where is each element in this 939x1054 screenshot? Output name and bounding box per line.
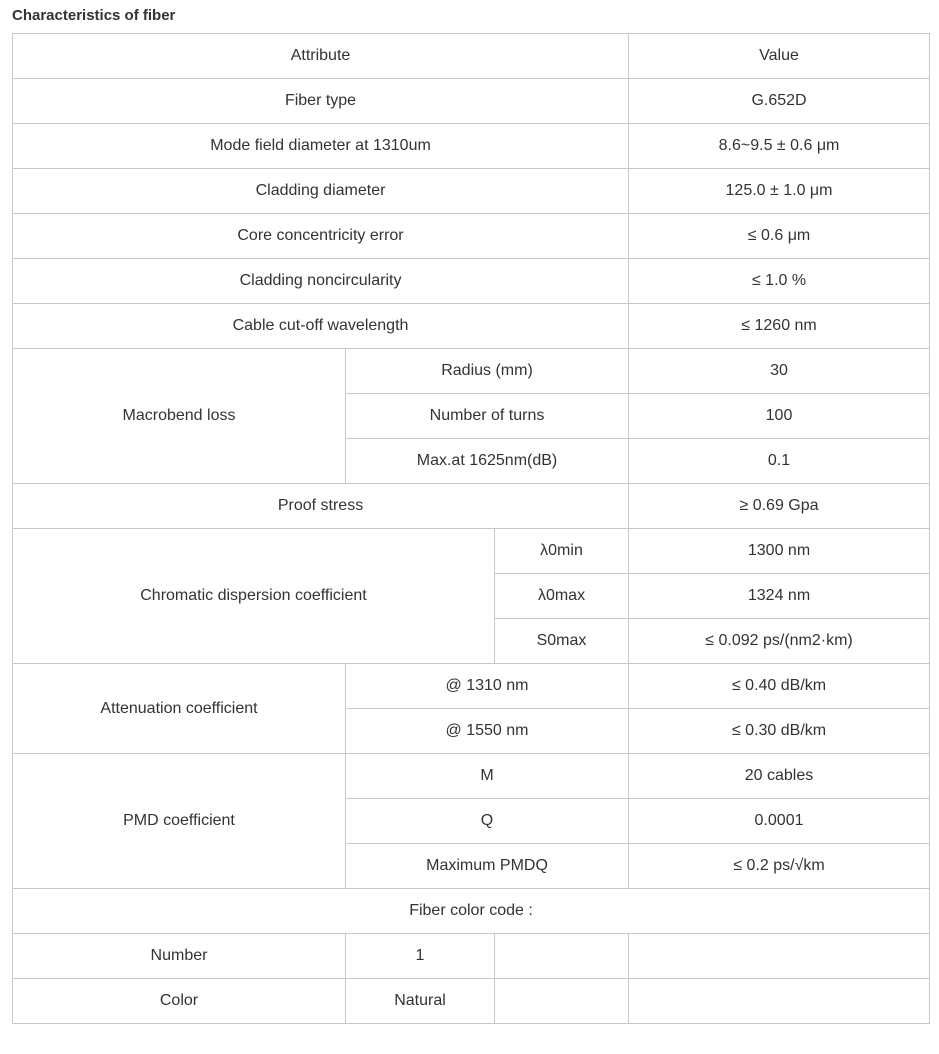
table-row-mode-field	[13, 124, 930, 169]
table-row-cable-cutoff	[13, 304, 930, 349]
page-title: Characteristics of fiber	[12, 7, 176, 24]
header-value: Value	[629, 34, 930, 79]
cladding-diameter-value: 125.0 ± 1.0 μm	[629, 169, 930, 214]
macrobend-label: Macrobend loss	[13, 349, 346, 484]
table-row-macrobend	[13, 349, 930, 394]
table-row-color-name	[13, 979, 930, 1024]
color-number-value: 1	[346, 934, 495, 979]
chromatic-lambda-max-value: 1324 nm	[629, 574, 930, 619]
table-row-color-number	[13, 934, 930, 979]
proof-stress-value: ≥ 0.69 Gpa	[629, 484, 930, 529]
chromatic-label: Chromatic dispersion coefficient	[13, 529, 495, 664]
pmd-q-label: Q	[346, 799, 629, 844]
fiber-type-value: G.652D	[629, 79, 930, 124]
macrobend-max-value: 0.1	[629, 439, 930, 484]
chromatic-lambda-max-label: λ0max	[495, 574, 629, 619]
table-row-proof-stress	[13, 484, 930, 529]
empty-cell	[495, 979, 629, 1024]
table-row-cladding-diameter	[13, 169, 930, 214]
table-row-pmd	[13, 754, 930, 799]
chromatic-s0max-label: S0max	[495, 619, 629, 664]
chromatic-s0max-value: ≤ 0.092 ps/(nm2·km)	[629, 619, 930, 664]
table-row-chromatic	[13, 529, 930, 574]
mode-field-value: 8.6~9.5 ± 0.6 μm	[629, 124, 930, 169]
pmd-max-value: ≤ 0.2 ps/√km	[629, 844, 930, 889]
pmd-max-label: Maximum PMDQ	[346, 844, 629, 889]
fiber-type-label: Fiber type	[13, 79, 629, 124]
color-code-heading: Fiber color code :	[13, 889, 930, 934]
pmd-q-value: 0.0001	[629, 799, 930, 844]
table-row-core-concentricity	[13, 214, 930, 259]
table-row-color-code-heading	[13, 889, 930, 934]
mode-field-label: Mode field diameter at 1310um	[13, 124, 629, 169]
pmd-m-value: 20 cables	[629, 754, 930, 799]
chromatic-lambda-min-label: λ0min	[495, 529, 629, 574]
table-row-attenuation	[13, 664, 930, 709]
pmd-label: PMD coefficient	[13, 754, 346, 889]
pmd-m-label: M	[346, 754, 629, 799]
attenuation-label: Attenuation coefficient	[13, 664, 346, 754]
cladding-noncircularity-value: ≤ 1.0 %	[629, 259, 930, 304]
attenuation-1310-label: @ 1310 nm	[346, 664, 629, 709]
fiber-characteristics-table	[12, 33, 930, 1024]
attenuation-1550-value: ≤ 0.30 dB/km	[629, 709, 930, 754]
cladding-noncircularity-label: Cladding noncircularity	[13, 259, 629, 304]
cable-cutoff-value: ≤ 1260 nm	[629, 304, 930, 349]
color-name-label: Color	[13, 979, 346, 1024]
table-row-cladding-noncircularity	[13, 259, 930, 304]
chromatic-lambda-min-value: 1300 nm	[629, 529, 930, 574]
macrobend-max-label: Max.at 1625nm(dB)	[346, 439, 629, 484]
macrobend-turns-label: Number of turns	[346, 394, 629, 439]
color-name-value: Natural	[346, 979, 495, 1024]
core-concentricity-label: Core concentricity error	[13, 214, 629, 259]
table-row-fiber-type	[13, 79, 930, 124]
macrobend-turns-value: 100	[629, 394, 930, 439]
proof-stress-label: Proof stress	[13, 484, 629, 529]
attenuation-1310-value: ≤ 0.40 dB/km	[629, 664, 930, 709]
empty-cell	[495, 934, 629, 979]
color-number-label: Number	[13, 934, 346, 979]
core-concentricity-value: ≤ 0.6 μm	[629, 214, 930, 259]
attenuation-1550-label: @ 1550 nm	[346, 709, 629, 754]
cladding-diameter-label: Cladding diameter	[13, 169, 629, 214]
cable-cutoff-label: Cable cut-off wavelength	[13, 304, 629, 349]
empty-cell	[629, 979, 930, 1024]
table-header-row	[13, 34, 930, 79]
macrobend-radius-value: 30	[629, 349, 930, 394]
empty-cell	[629, 934, 930, 979]
macrobend-radius-label: Radius (mm)	[346, 349, 629, 394]
header-attribute: Attribute	[13, 34, 629, 79]
